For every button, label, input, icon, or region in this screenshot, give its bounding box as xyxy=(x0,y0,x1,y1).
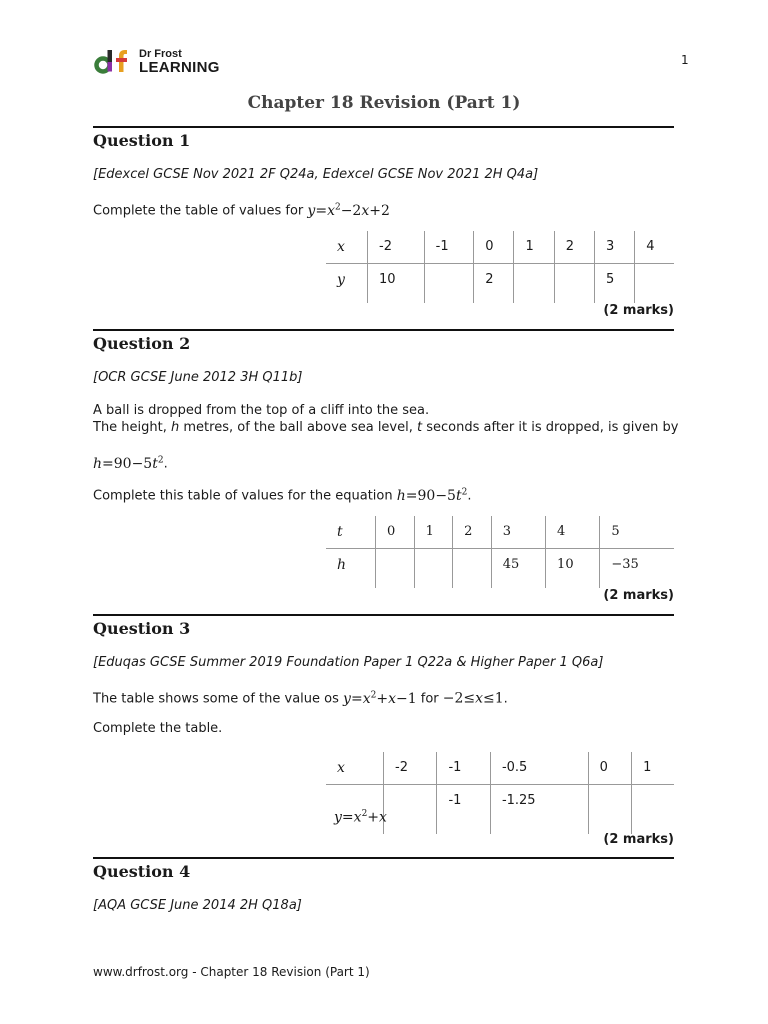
table-cell: -2 xyxy=(368,231,425,263)
table-cell: 4 xyxy=(635,231,674,263)
table-cell: -1.25 xyxy=(490,784,588,834)
question-3-marks: (2 marks) xyxy=(603,832,674,847)
question-2-line-1: A ball is dropped from the top of a cliff into the sea. xyxy=(93,403,430,418)
question-2-table xyxy=(326,516,674,588)
table-cell: 5 xyxy=(600,516,674,548)
table-cell: 3 xyxy=(594,231,634,263)
page-number: 1 xyxy=(681,53,689,67)
table-cell: 5 xyxy=(594,263,634,303)
table-cell: -2 xyxy=(384,752,437,784)
question-3-source: [Eduqas GCSE Summer 2019 Foundation Paper 1 Q22a & Higher Paper 1 Q6a] xyxy=(93,655,604,670)
table-cell: 3 xyxy=(491,516,545,548)
divider xyxy=(93,126,674,128)
question-1-heading: Question 1 xyxy=(93,131,191,150)
table-cell: 10 xyxy=(546,548,600,588)
table-cell: -1 xyxy=(437,784,490,834)
table-header-x: x xyxy=(326,752,384,784)
text: seconds after it is dropped, is given by xyxy=(422,420,679,435)
table-cell: -0.5 xyxy=(490,752,588,784)
table-cell: 0 xyxy=(474,231,514,263)
table-cell: 2 xyxy=(554,231,594,263)
table-header-t: t xyxy=(326,516,376,548)
equation: $y=x^2+x-1$ xyxy=(343,690,417,707)
question-1-source: [Edexcel GCSE Nov 2021 2F Q24a, Edexcel GCSE Nov 2021 2H Q4a] xyxy=(93,167,539,182)
logo-text-bottom: LEARNING xyxy=(139,59,220,76)
drfrost-logo xyxy=(94,46,234,76)
table-cell xyxy=(514,263,554,303)
question-2-prompt: Complete this table of values for the equation $h=90-5t^2$. xyxy=(93,487,472,504)
question-3-prompt: The table shows some of the value os $y=x^2+x-1$ for −2≤x≤1. xyxy=(93,690,508,707)
table-cell: 0 xyxy=(376,516,415,548)
table-cell: 1 xyxy=(514,231,554,263)
table-cell: −35 xyxy=(600,548,674,588)
equation: $h=90-5t^2$ xyxy=(396,487,468,504)
table-cell xyxy=(632,784,674,834)
table-header-y-expression: $y=x^2+x$ xyxy=(334,808,387,826)
table-cell xyxy=(453,548,492,588)
page-title: Chapter 18 Revision (Part 1) xyxy=(247,93,521,113)
prompt-text: for xyxy=(416,691,443,707)
table-cell: 1 xyxy=(414,516,453,548)
equation: $y=x^2-2x+2$ xyxy=(307,202,390,219)
text: The height, xyxy=(93,420,172,435)
table-header-h: h xyxy=(337,556,347,573)
table-header-x: x xyxy=(326,231,368,263)
question-4-source: [AQA GCSE June 2014 2H Q18a] xyxy=(93,898,302,913)
prompt-text: Complete the table of values for xyxy=(93,203,308,219)
page-footer: www.drfrost.org - Chapter 18 Revision (Part 1) xyxy=(93,965,370,979)
table-cell xyxy=(384,784,437,834)
question-3-table xyxy=(326,752,674,834)
table-cell: 10 xyxy=(368,263,425,303)
logo-text-top: Dr Frost xyxy=(139,48,182,60)
question-1-table xyxy=(326,231,674,303)
variable-t: t xyxy=(417,420,423,435)
table-cell: -1 xyxy=(437,752,490,784)
inequality: −2≤x≤1 xyxy=(442,690,504,707)
question-1-prompt xyxy=(93,199,390,220)
question-2-equation: $h=90-5t^2$. xyxy=(93,455,168,472)
df-logo-icon xyxy=(94,46,134,76)
table-header-y: y xyxy=(337,271,345,288)
text: metres, of the ball above sea level, xyxy=(179,420,417,435)
prompt-text: Complete this table of values for the equation xyxy=(93,488,397,504)
question-2-heading: Question 2 xyxy=(93,334,191,353)
table-cell xyxy=(554,263,594,303)
table-cell: 2 xyxy=(474,263,514,303)
table-cell: 1 xyxy=(632,752,674,784)
table-cell: 2 xyxy=(453,516,492,548)
question-1-marks: (2 marks) xyxy=(603,303,674,318)
question-4-heading: Question 4 xyxy=(93,862,191,881)
variable-h: h xyxy=(171,420,180,435)
question-2-source: [OCR GCSE June 2012 3H Q11b] xyxy=(93,370,303,385)
divider xyxy=(93,329,674,331)
table-cell: 45 xyxy=(491,548,545,588)
prompt-text: The table shows some of the value os xyxy=(93,691,344,707)
table-cell xyxy=(588,784,631,834)
question-2-line-2 xyxy=(93,419,678,436)
table-cell: 4 xyxy=(546,516,600,548)
table-cell xyxy=(414,548,453,588)
table-cell xyxy=(635,263,674,303)
divider xyxy=(93,614,674,616)
table-cell xyxy=(424,263,474,303)
question-3-instruction: Complete the table. xyxy=(93,721,223,736)
table-cell: 0 xyxy=(588,752,631,784)
divider xyxy=(93,857,674,859)
question-2-marks: (2 marks) xyxy=(603,588,674,603)
table-cell: -1 xyxy=(424,231,474,263)
table-cell xyxy=(376,548,415,588)
question-3-heading: Question 3 xyxy=(93,619,191,638)
